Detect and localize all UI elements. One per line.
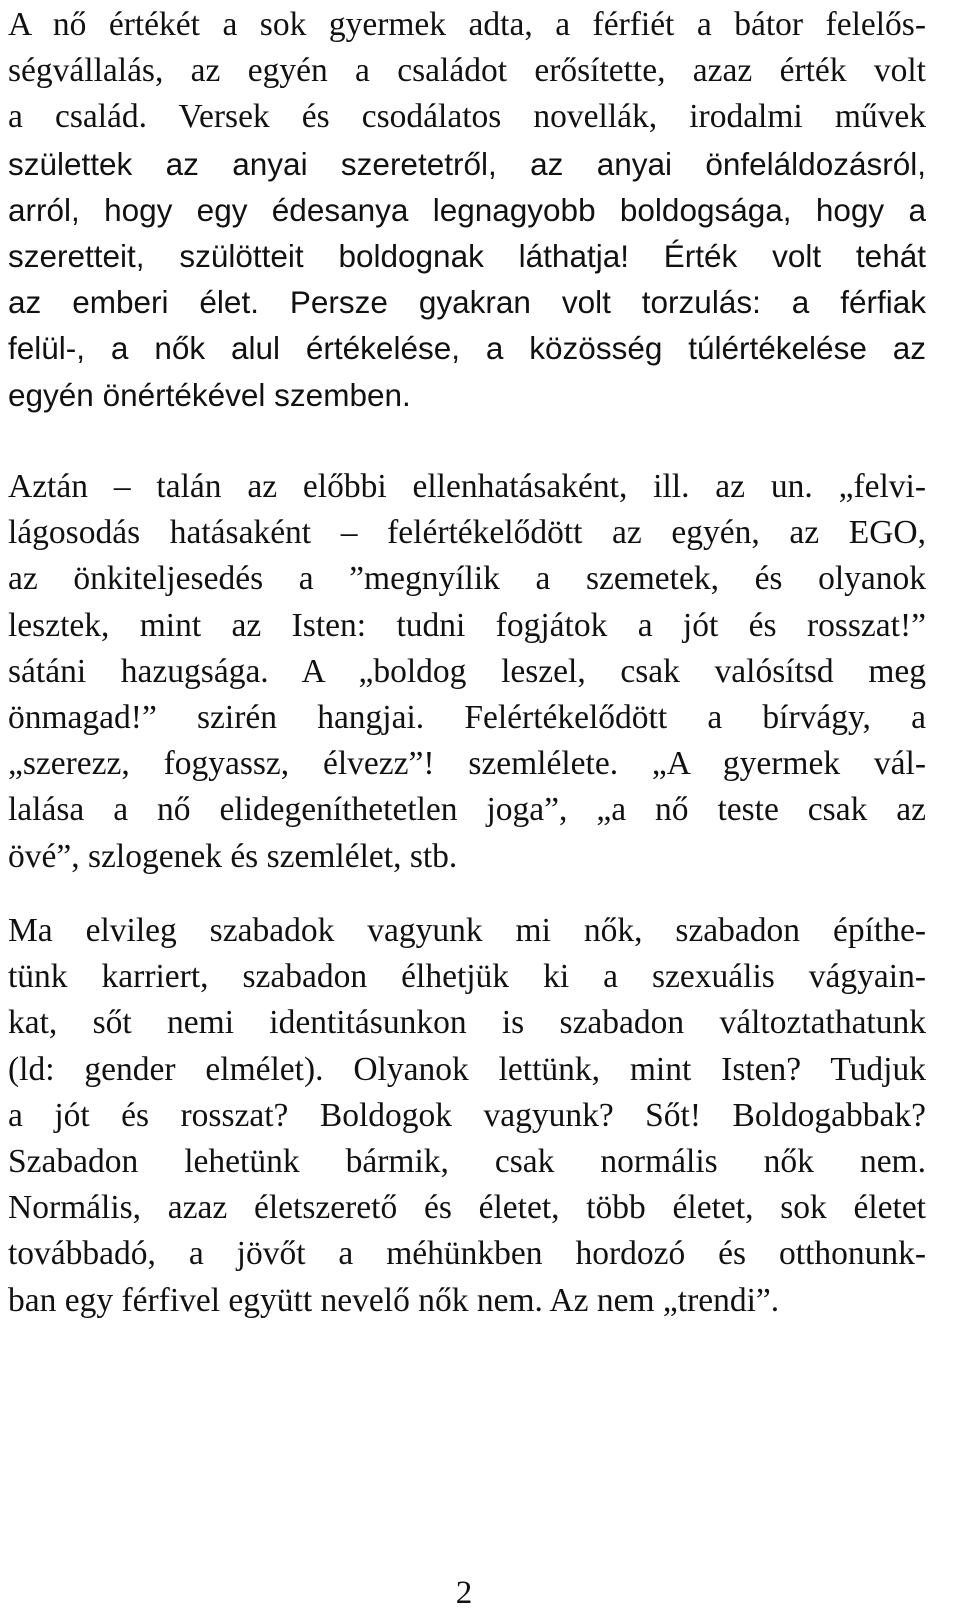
text-line: ban egy férfivel együtt nevelő nők nem. Az nem „trendi”.	[8, 1281, 780, 1319]
text-line: születtek az anyai szeretetről, az anyai önfeláldozásról,	[8, 145, 926, 182]
page-number: 2	[455, 1575, 473, 1611]
text-line: kat, sőt nemi identitásunkon is szabadon változtathatunk	[8, 1004, 926, 1042]
text-line: továbbadó, a jövőt a méhünkben hordozó és otthonunk-	[8, 1235, 926, 1273]
text-line: Aztán – talán az előbbi ellenhatásaként, ill. az un. „felvi-	[8, 468, 926, 505]
text-line: egyén önértékével szemben.	[8, 376, 411, 413]
text-line: az emberi élet. Persze gyakran volt torzulás: a férfiak	[8, 284, 926, 321]
text-line: lágosodás hatásaként – felértékelődött az egyén, az EGO,	[8, 514, 926, 552]
text-line: önmagad!” szirén hangjai. Felértékelődött a bírvágy, a	[8, 698, 926, 736]
text-line: Ma elvileg szabadok vagyunk mi nők, szabadon építhe-	[8, 912, 926, 949]
text-line: A nő értékét a sok gyermek adta, a férfiét a bátor felelős-	[8, 6, 926, 43]
text-line: arról, hogy egy édesanya legnagyobb boldogsága, hogy a	[8, 191, 926, 228]
text-line: szeretteit, szülötteit boldognak láthatja! Érték volt tehát	[8, 237, 926, 274]
text-line: ségvállalás, az egyén a családot erősítette, azaz érték volt	[8, 52, 926, 90]
text-line: tünk karriert, szabadon élhetjük ki a szexuális vágyain-	[8, 958, 926, 996]
text-line: „szerezz, fogyassz, élvezz”! szemlélete. „A gyermek vál-	[8, 745, 926, 783]
sans-serif-segment	[8, 141, 926, 418]
text-line: sátáni hazugsága. A „boldog leszel, csak valósítsd meg	[8, 652, 926, 690]
text-line: övé”, szlogenek és szemlélet, stb.	[8, 837, 458, 875]
text-line: (ld: gender elmélet). Olyanok lettünk, mint Isten? Tudjuk	[8, 1050, 926, 1088]
text-line: lesztek, mint az Isten: tudni fogjátok a jót és rosszat!”	[8, 606, 926, 644]
paragraph-3	[8, 908, 926, 1324]
text-line: a család. Versek és csodálatos novellák, irodalmi művek	[8, 98, 926, 136]
text-line: a jót és rosszat? Boldogok vagyunk? Sőt! Boldogabbak?	[8, 1096, 926, 1134]
text-line: lalása a nő elidegeníthetetlen joga”, „a nő teste csak az	[8, 791, 926, 829]
text-line: Szabadon lehetünk bármik, csak normális nők nem.	[8, 1142, 926, 1180]
paragraph-2	[8, 464, 926, 880]
text-line: Normális, azaz életszerető és életet, több életet, sok életet	[8, 1189, 926, 1227]
text-line: felül-, a nők alul értékelése, a közösség túlértékelése az	[8, 330, 926, 367]
paragraph-1	[8, 2, 926, 418]
text-line: az önkiteljesedés a ”megnyílik a szemetek, és olyanok	[8, 560, 926, 598]
